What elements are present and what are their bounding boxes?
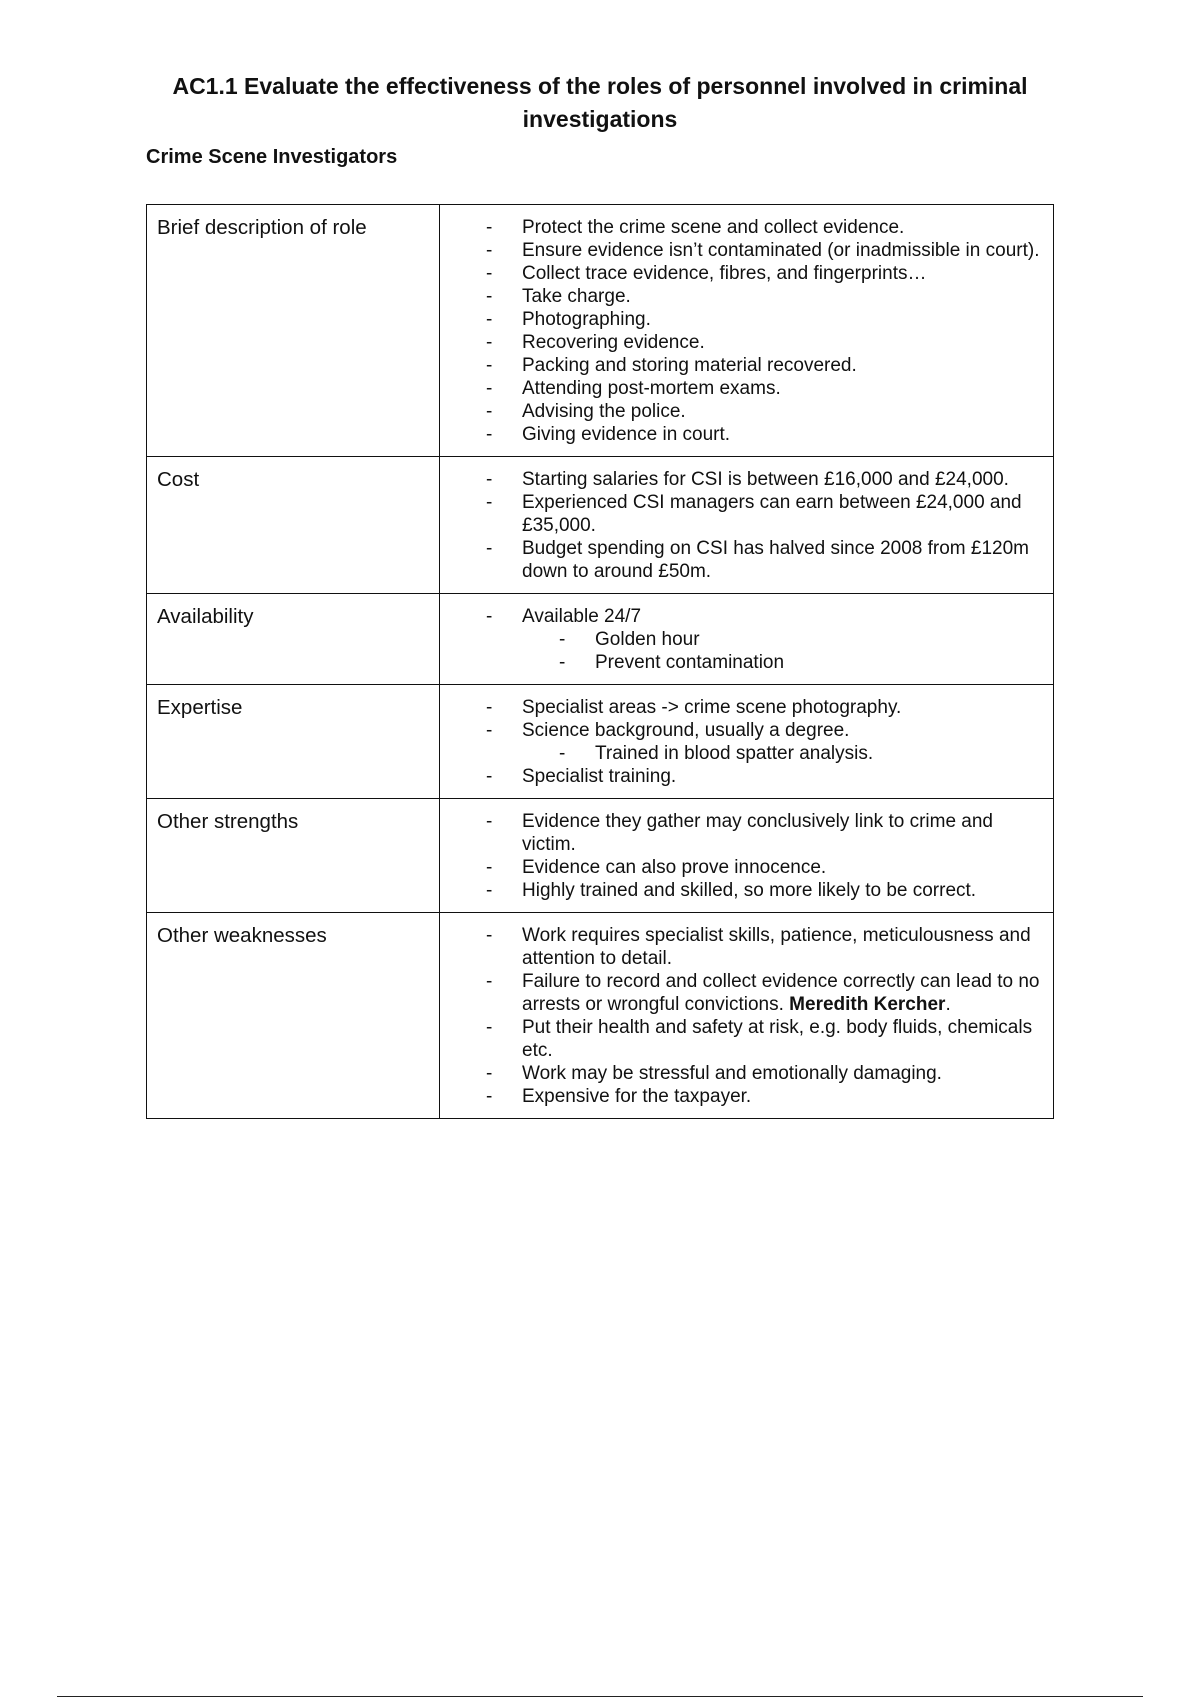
row-content: [440, 799, 1054, 913]
row-content: [440, 205, 1054, 457]
list-item: - Highly trained and skilled, so more likely to be correct.: [522, 879, 1043, 902]
page-title: AC1.1 Evaluate the effectiveness of the roles of personnel involved in criminal investigations: [172, 73, 1028, 132]
list-item: - Protect the crime scene and collect evidence.: [522, 216, 1043, 239]
list-item-text: Science background, usually a degree.: [522, 720, 850, 741]
row-content: [440, 913, 1054, 1119]
emphasis-suffix: .: [945, 994, 951, 1015]
list-item: - Experienced CSI managers can earn between £24,000 and £35,000.: [522, 491, 1043, 537]
row-label: Other strengths: [147, 799, 440, 913]
row-label: Expertise: [147, 685, 440, 799]
sub-list-item: - Golden hour: [595, 628, 1043, 651]
case-name-emphasis: Meredith Kercher: [789, 994, 946, 1015]
list-item: - Budget spending on CSI has halved since 2008 from £120m down to around £50m.: [522, 537, 1043, 583]
list-item: - Recovering evidence.: [522, 331, 1043, 354]
list-item: - Collect trace evidence, fibres, and fingerprints…: [522, 262, 1043, 285]
list-item: - Put their health and safety at risk, e.g. body fluids, chemicals etc.: [522, 1016, 1043, 1062]
bullet-list: [440, 924, 1043, 1108]
sub-bullet-list: [522, 628, 1043, 674]
row-content: [440, 457, 1054, 594]
list-item: - Giving evidence in court.: [522, 423, 1043, 446]
table-row-other-weaknesses: [147, 913, 1054, 1119]
bullet-list: [440, 810, 1043, 902]
row-label: Cost: [147, 457, 440, 594]
row-label: Brief description of role: [147, 205, 440, 457]
table-row-cost: [147, 457, 1054, 594]
list-item: - Ensure evidence isn’t contaminated (or inadmissible in court).: [522, 239, 1043, 262]
evaluation-table: [146, 204, 1054, 1119]
list-item: - Specialist areas -> crime scene photography.: [522, 696, 1043, 719]
row-label: Availability: [147, 594, 440, 685]
table-row-expertise: [147, 685, 1054, 799]
sub-bullet-list: [522, 742, 1043, 765]
list-item: - Advising the police.: [522, 400, 1043, 423]
row-label: Other weaknesses: [147, 913, 440, 1119]
list-item-text: Failure to record and collect evidence correctly can lead to no arrests or wrongful convictions.: [522, 971, 1040, 1015]
list-item: - Evidence they gather may conclusively link to crime and victim.: [522, 810, 1043, 856]
list-item: - Work may be stressful and emotionally damaging.: [522, 1062, 1043, 1085]
list-item: [522, 719, 1043, 765]
sub-list-item: - Trained in blood spatter analysis.: [595, 742, 1043, 765]
list-item: - Evidence can also prove innocence.: [522, 856, 1043, 879]
row-content: [440, 685, 1054, 799]
table-row-brief-description: [147, 205, 1054, 457]
list-item: - Packing and storing material recovered.: [522, 354, 1043, 377]
sub-list-item: - Prevent contamination: [595, 651, 1043, 674]
section-heading: Crime Scene Investigators: [146, 146, 398, 168]
list-item: - Starting salaries for CSI is between £16,000 and £24,000.: [522, 468, 1043, 491]
list-item: [522, 970, 1043, 1016]
bullet-list: [440, 605, 1043, 674]
table-row-availability: [147, 594, 1054, 685]
bullet-list: [440, 216, 1043, 446]
bullet-list: [440, 696, 1043, 788]
table-row-other-strengths: [147, 799, 1054, 913]
list-item: - Attending post-mortem exams.: [522, 377, 1043, 400]
list-item: - Work requires specialist skills, patience, meticulousness and attention to detail.: [522, 924, 1043, 970]
bullet-list: [440, 468, 1043, 583]
list-item: - Photographing.: [522, 308, 1043, 331]
footer-divider: [57, 1696, 1143, 1697]
list-item: - Take charge.: [522, 285, 1043, 308]
list-item: - Specialist training.: [522, 765, 1043, 788]
list-item: [522, 605, 1043, 674]
row-content: [440, 594, 1054, 685]
list-item: - Expensive for the taxpayer.: [522, 1085, 1043, 1108]
list-item-text: Available 24/7: [522, 606, 642, 627]
